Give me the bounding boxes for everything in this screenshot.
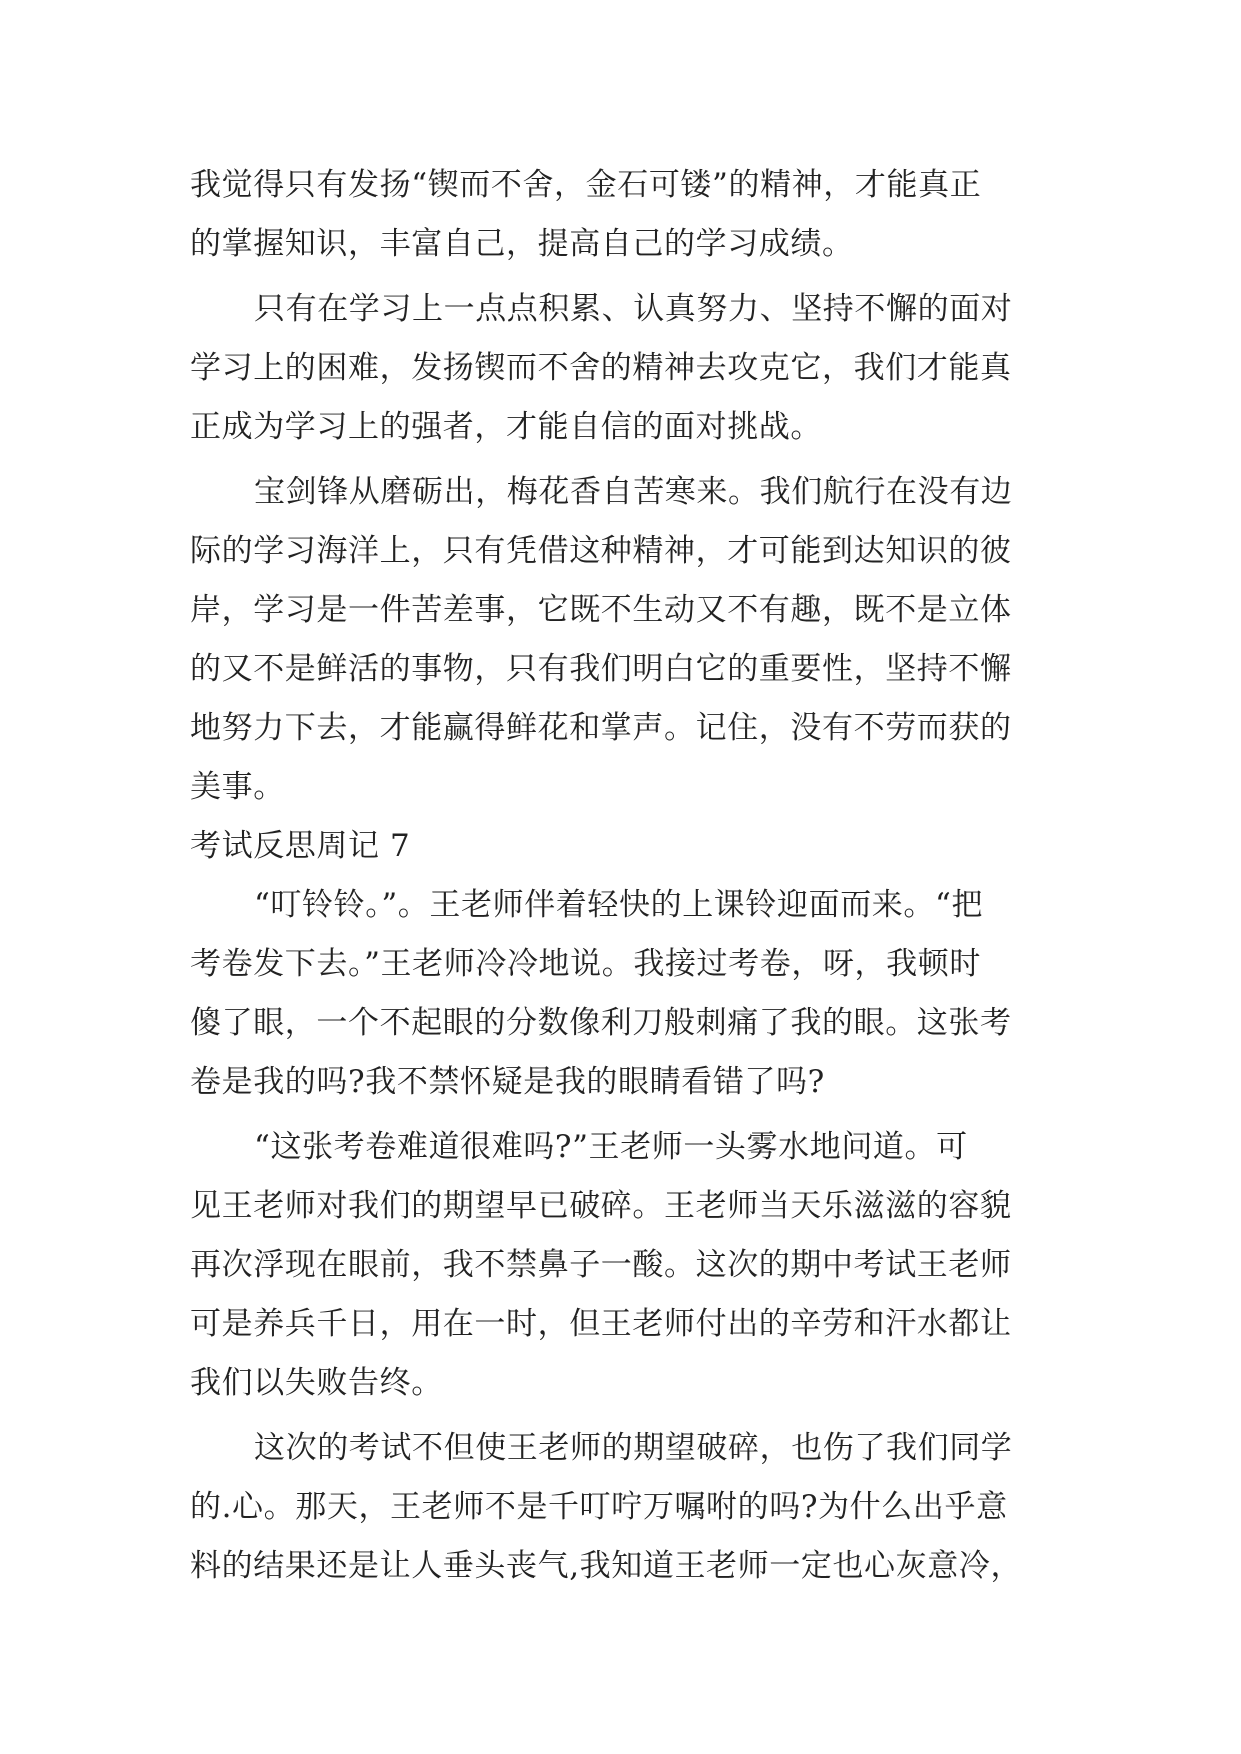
text-line: 岸，学习是一件苦差事，它既不生动又不有趣，既不是立体 <box>190 592 1012 628</box>
text-line: 美事。 <box>190 769 285 805</box>
text-line: 际的学习海洋上，只有凭借这种精神，才可能到达知识的彼 <box>190 533 1012 569</box>
text-line: 的掌握知识，丰富自己，提高自己的学习成绩。 <box>190 226 854 262</box>
heading-text: 考试反思周记 7 <box>190 828 411 864</box>
paragraph-2 <box>190 280 1060 457</box>
text-line: 傻了眼，一个不起眼的分数像利刀般刺痛了我的眼。这张考 <box>190 1005 1012 1041</box>
paragraph-3 <box>190 463 1060 817</box>
text-line: 再次浮现在眼前，我不禁鼻子一酸。这次的期中考试王老师 <box>190 1247 1012 1283</box>
text-line: 见王老师对我们的期望早已破碎。王老师当天乐滋滋的容貌 <box>190 1188 1012 1224</box>
text-line: 正成为学习上的强者，才能自信的面对挑战。 <box>190 409 822 445</box>
text-line: 地努力下去，才能赢得鲜花和掌声。记住，没有不劳而获的 <box>190 710 1012 746</box>
paragraph-5 <box>190 1118 1060 1413</box>
text-line: 的.心。那天，王老师不是千叮咛万嘱咐的吗?为什么出乎意 <box>190 1489 1008 1525</box>
paragraph-4 <box>190 876 1060 1112</box>
text-line: 这次的考试不但使王老师的期望破碎，也伤了我们同学 <box>254 1430 1013 1466</box>
text-line: “叮铃铃。”。王老师伴着轻快的上课铃迎面而来。“把 <box>254 887 984 923</box>
text-line: 宝剑锋从磨砺出，梅花香自苦寒来。我们航行在没有边 <box>254 474 1013 510</box>
text-line: 学习上的困难，发扬锲而不舍的精神去攻克它，我们才能真 <box>190 350 1012 386</box>
document-body <box>190 156 1060 1596</box>
text-line: 考卷发下去。”王老师冷冷地说。我接过考卷，呀，我顿时 <box>190 946 981 982</box>
section-heading <box>190 817 1060 876</box>
paragraph-1 <box>190 156 1060 274</box>
text-line: 料的结果还是让人垂头丧气,我知道王老师一定也心灰意冷， <box>190 1548 1023 1584</box>
text-line: 卷是我的吗?我不禁怀疑是我的眼睛看错了吗? <box>190 1064 825 1100</box>
text-line: “这张考卷难道很难吗?”王老师一头雾水地问道。可 <box>254 1129 968 1165</box>
text-line: 可是养兵千日，用在一时，但王老师付出的辛劳和汗水都让 <box>190 1306 1012 1342</box>
text-line: 的又不是鲜活的事物，只有我们明白它的重要性，坚持不懈 <box>190 651 1012 687</box>
paragraph-6 <box>190 1419 1060 1596</box>
text-line: 只有在学习上一点点积累、认真努力、坚持不懈的面对 <box>254 291 1013 327</box>
text-line: 我觉得只有发扬“锲而不舍，金石可镂”的精神，才能真正 <box>190 167 982 203</box>
text-line: 我们以失败告终。 <box>190 1365 443 1401</box>
